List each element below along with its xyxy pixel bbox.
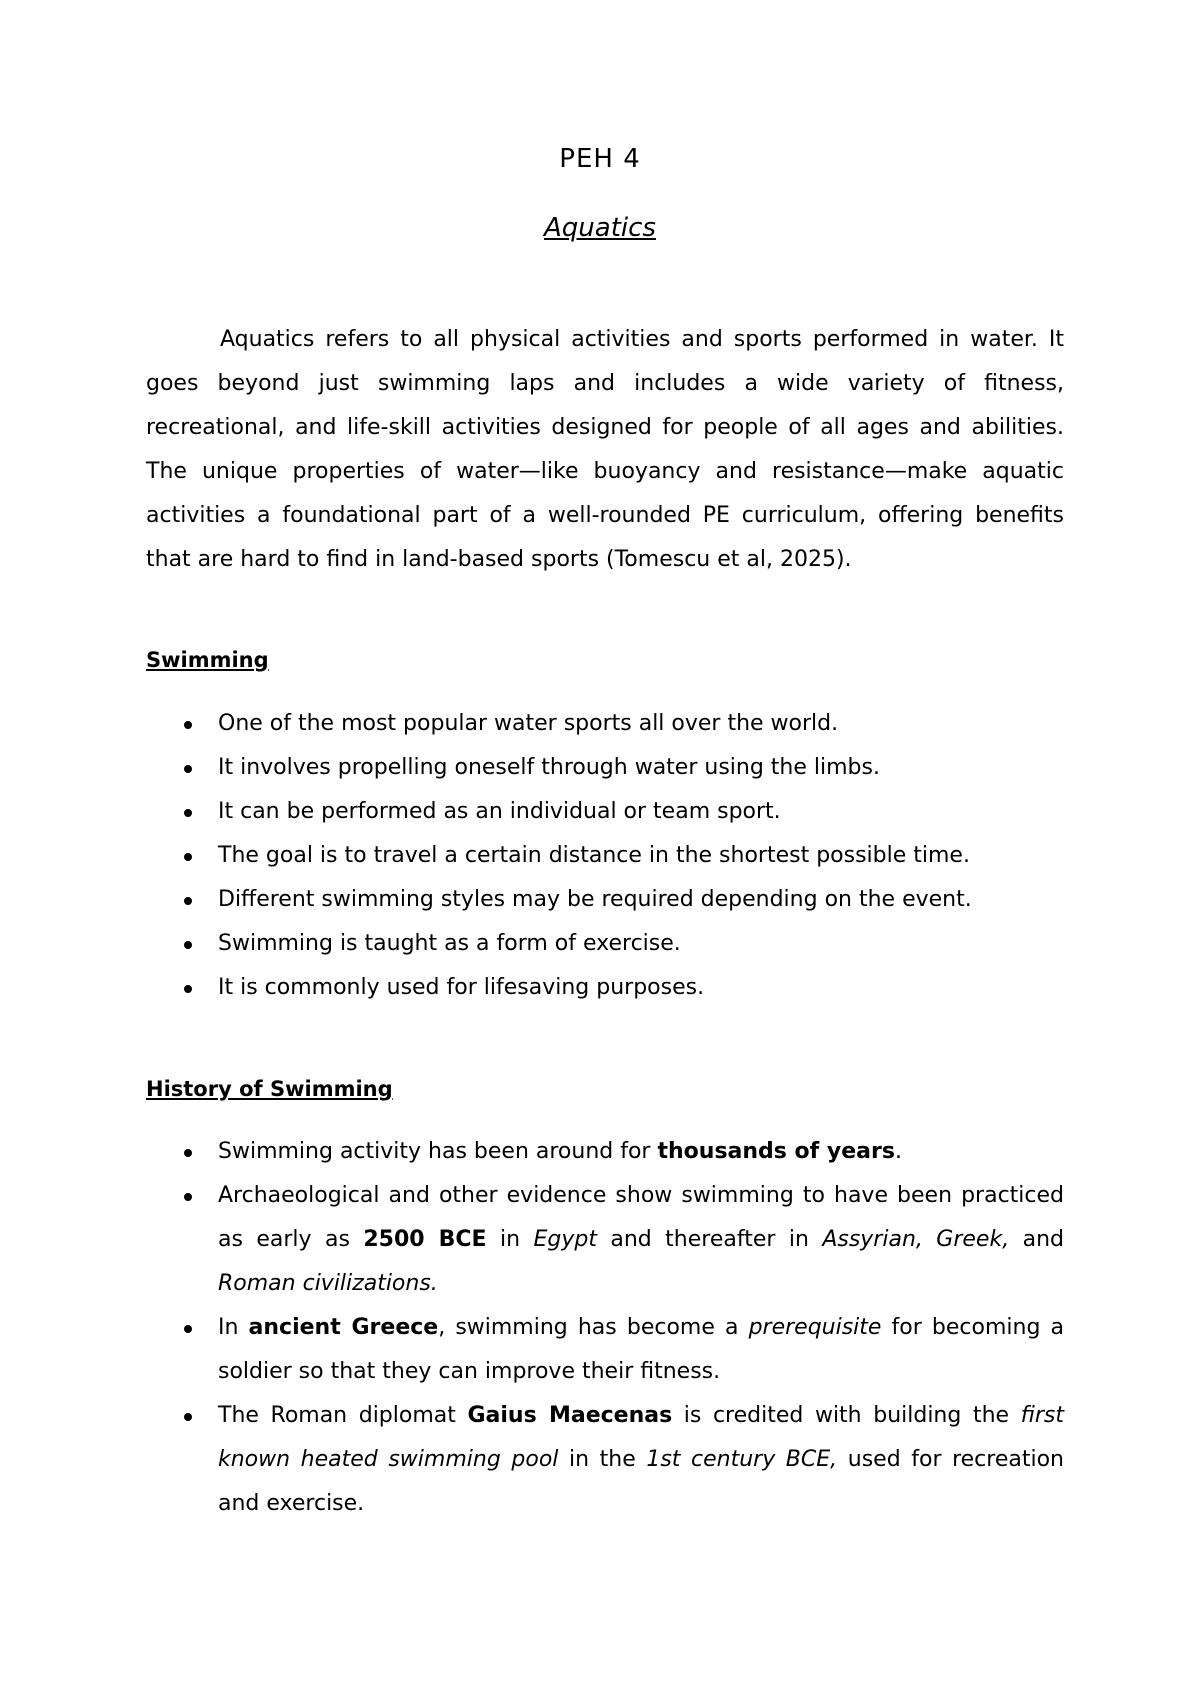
text-run: and: [1009, 1227, 1065, 1252]
swimming-heading: Swimming: [146, 648, 269, 672]
list-item: [146, 966, 1064, 1010]
text-run: Archaeological and other evidence show swimming to have been practiced as early as: [218, 1183, 1064, 1252]
list-item-text: One of the most popular water sports all over the world.: [218, 711, 839, 736]
swimming-list: [146, 702, 1064, 1010]
list-item-text: Different swimming styles may be required depending on the event.: [218, 887, 972, 912]
text-run: and thereafter in: [596, 1227, 823, 1252]
list-item: [146, 834, 1064, 878]
bold-run: Gaius Maecenas: [467, 1403, 673, 1428]
list-item: [146, 1394, 1064, 1526]
list-item-text: The goal is to travel a certain distance in the shortest possible time.: [218, 843, 970, 868]
italic-run: Egypt: [533, 1227, 597, 1252]
list-item: [146, 702, 1064, 746]
bold-run: 2500 BCE: [363, 1227, 487, 1252]
bold-run: thousands of years: [657, 1139, 895, 1164]
intro-paragraph: Aquatics refers to all physical activities and sports performed in water. It goes beyond just swimming laps and includes a wide variety of fitness, recreational, and life-skill activities designed for people of all ages and abilities. The unique properties of water—like buoyancy and resistance—make aquatic activities a foundational part of a well-rounded PE curriculum, offering benefits that are hard to find in land-based sports (Tomescu et al, 2025).: [146, 327, 1064, 572]
text-run: The Roman diplomat: [218, 1403, 468, 1428]
text-run: for becoming a soldier so that they can improve their fitness.: [218, 1315, 1064, 1384]
list-item-text: It involves propelling oneself through water using the limbs.: [218, 755, 880, 780]
list-item: [146, 878, 1064, 922]
bullet-icon: [184, 897, 192, 905]
bullet-icon: [184, 1149, 192, 1157]
list-item-text: Swimming is taught as a form of exercise.: [218, 931, 681, 956]
history-heading: History of Swimming: [146, 1077, 393, 1101]
list-item: [146, 922, 1064, 966]
bullet-icon: [184, 1325, 192, 1333]
text-run: In: [218, 1315, 249, 1340]
italic-run: Assyrian, Greek,: [822, 1227, 1010, 1252]
text-run: in the: [558, 1447, 647, 1472]
bullet-icon: [184, 941, 192, 949]
bullet-icon: [184, 1193, 192, 1201]
bullet-icon: [184, 1413, 192, 1421]
list-item: [146, 1130, 1064, 1174]
bullet-icon: [184, 809, 192, 817]
list-item: [146, 790, 1064, 834]
bullet-icon: [184, 765, 192, 773]
document-title: PEH 4: [559, 144, 641, 174]
bullet-icon: [184, 721, 192, 729]
document-subtitle: Aquatics: [544, 213, 656, 243]
italic-run: prerequisite: [748, 1315, 882, 1340]
text-run: in: [486, 1227, 534, 1252]
text-run: , swimming has become a: [438, 1315, 749, 1340]
italic-run: Roman civilizations.: [218, 1271, 438, 1296]
bullet-icon: [184, 853, 192, 861]
text-run: is credited with building the: [672, 1403, 1021, 1428]
list-item-text: It can be performed as an individual or team sport.: [218, 799, 781, 824]
text-run: used for recreation and exercise.: [218, 1447, 1064, 1516]
text-run: Swimming activity has been around for: [218, 1139, 658, 1164]
text-run: .: [894, 1139, 902, 1164]
history-list: [146, 1130, 1064, 1526]
list-item: [146, 746, 1064, 790]
list-item-text: It is commonly used for lifesaving purposes.: [218, 975, 705, 1000]
list-item: [146, 1174, 1064, 1306]
bullet-icon: [184, 985, 192, 993]
italic-run: first known heated swimming pool: [218, 1403, 1065, 1472]
list-item: [146, 1306, 1064, 1394]
bold-run: ancient Greece: [248, 1315, 439, 1340]
italic-run: 1st century BCE,: [646, 1447, 838, 1472]
